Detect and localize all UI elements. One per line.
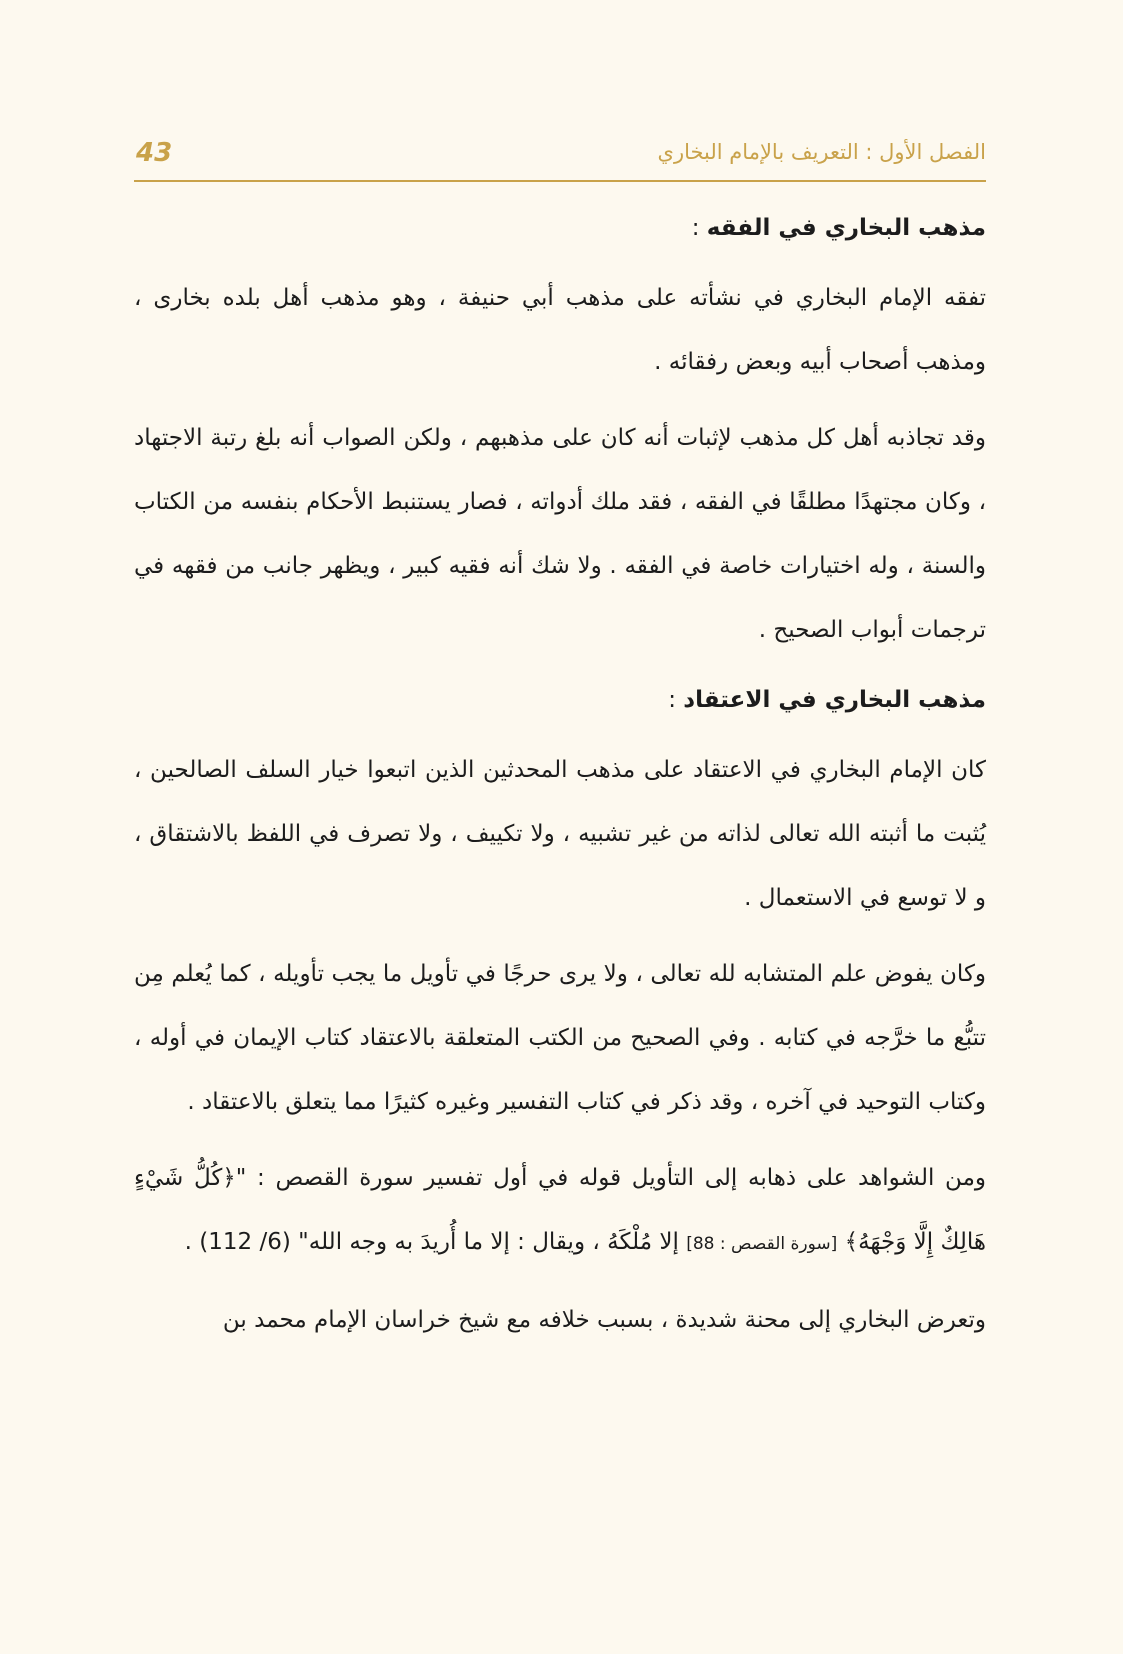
section-heading-aqidah <box>134 674 986 726</box>
quote-text-before: ومن الشواهد على ذهابه إلى التأويل قوله في أول تفسير سورة القصص : "﴿كُلُّ شَيْءٍ هَالِكٌ إِلَّا وَجْهَهُ﴾ <box>134 1165 986 1255</box>
paragraph-fiqh-1: تفقه الإمام البخاري في نشأته على مذهب أبي حنيفة ، وهو مذهب أهل بلده بخارى ، ومذهب أصحاب أبيه وبعض رفقائه . <box>134 285 986 375</box>
quote-text-after: إلا مُلْكَهُ ، ويقال : إلا ما أُريدَ به وجه الله" (6/ 112) . <box>184 1229 687 1255</box>
heading-colon: : <box>668 687 684 713</box>
page-number: 43 <box>136 138 173 168</box>
heading-colon: : <box>691 215 707 241</box>
paragraph-quran-citation <box>134 1146 986 1276</box>
page-header <box>134 136 986 182</box>
paragraph-aqidah-1: كان الإمام البخاري في الاعتقاد على مذهب المحدثين الذين اتبعوا خيار السلف الصالحين ، يُثبت ما أثبته الله تعالى لذاته من غير تشبيه ، ولا تكييف ، ولا تصرف في اللفظ بالاشتقاق ، و لا توسع في الاستعمال . <box>134 757 986 911</box>
paragraph-fiqh-2: وقد تجاذبه أهل كل مذهب لإثبات أنه كان على مذهبهم ، ولكن الصواب أنه بلغ رتبة الاجتهاد ، وكان مجتهدًا مطلقًا في الفقه ، فقد ملك أدواته ، فصار يستنبط الأحكام بنفسه من الكتاب والسنة ، وله اختيارات خاصة في الفقه . ولا شك أنه فقيه كبير ، ويظهر جانب من فقهه في ترجمات أبواب الصحيح . <box>134 425 986 643</box>
section-heading-aqidah-text: مذهب البخاري في الاعتقاد <box>683 687 986 713</box>
section-heading-fiqh <box>134 202 986 254</box>
surah-reference: [سورة القصص : 88] <box>686 1234 838 1254</box>
running-title: الفصل الأول : التعريف بالإمام البخاري <box>657 140 986 164</box>
page-body <box>134 202 986 1364</box>
paragraph-aqidah-2: وكان يفوض علم المتشابه لله تعالى ، ولا يرى حرجًا في تأويل ما يجب تأويله ، كما يُعلم مِن تتبُّع ما خرَّجه في كتابه . وفي الصحيح من الكتب المتعلقة بالاعتقاد كتاب الإيمان في أوله ، وكتاب التوحيد في آخره ، وقد ذكر في كتاب التفسير وغيره كثيرًا مما يتعلق بالاعتقاد . <box>134 961 986 1115</box>
section-heading-fiqh-text: مذهب البخاري في الفقه <box>706 215 986 241</box>
paragraph-mihna: وتعرض البخاري إلى محنة شديدة ، بسبب خلافه مع شيخ خراسان الإمام محمد بن <box>222 1307 986 1333</box>
